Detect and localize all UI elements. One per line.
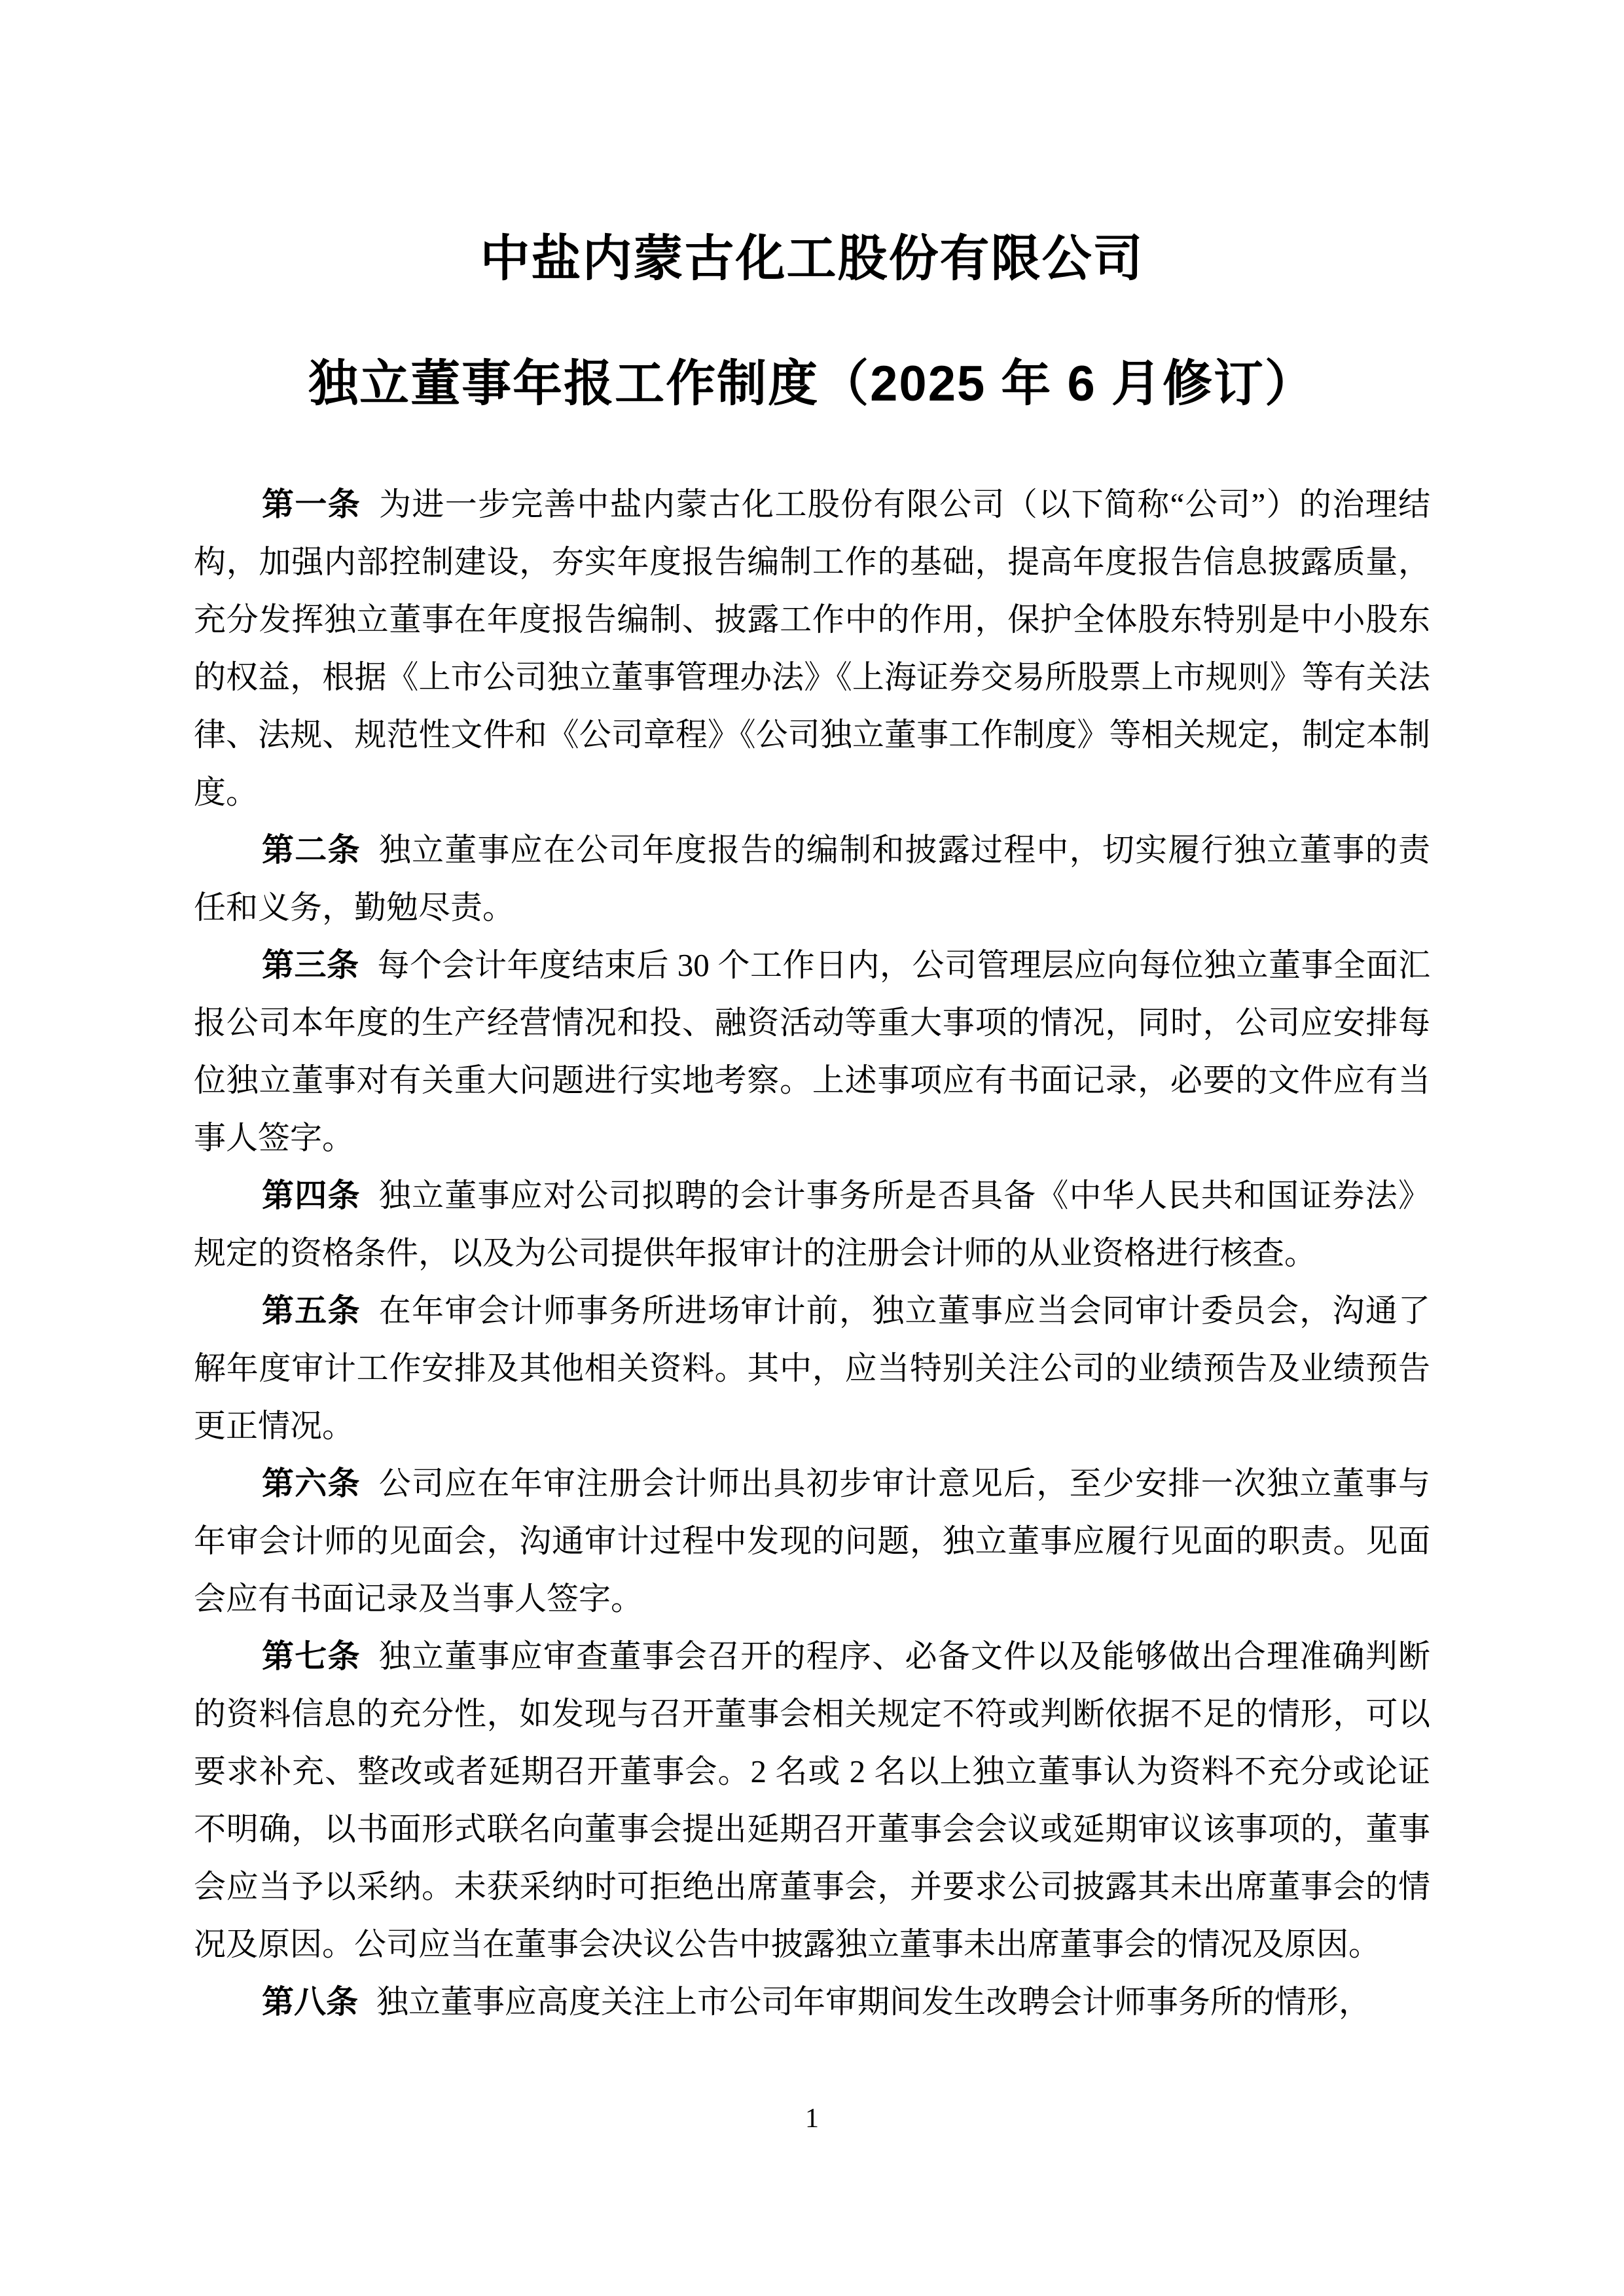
article-text: 独立董事应对公司拟聘的会计事务所是否具备《中华人民共和国证券法》规定的资格条件，以及为公司提供年报审计的注册会计师的从业资格进行核查。 <box>194 1177 1430 1271</box>
article-number: 第五条 <box>262 1293 361 1329</box>
document-title-block <box>194 0 1430 413</box>
document-title-line-2: 独立董事年报工作制度（2025 年 6 月修订） <box>308 356 1316 412</box>
page-number: 1 <box>805 2104 819 2134</box>
article-text: 每个会计年度结束后 30 个工作日内，公司管理层应向每位独立董事全面汇报公司本年度的生产经营情况和投、融资活动等重大事项的情况，同时，公司应安排每位独立董事对有关重大问题进行实地考察。上述事项应有书面记录，必要的文件应有当事人签字。 <box>194 946 1430 1156</box>
article-number: 第二条 <box>262 832 361 868</box>
article-text: 为进一步完善中盐内蒙古化工股份有限公司（以下简称“公司”）的治理结构，加强内部控制建设，夯实年度报告编制工作的基础，提高年度报告信息披露质量，充分发挥独立董事在年度报告编制、披露工作中的作用，保护全体股东特别是中小股东的权益，根据《上市公司独立董事管理办法》《上海证券交易所股票上市规则》等有关法律、法规、规范性文件和《公司章程》《公司独立董事工作制度》等相关规定，制定本制度。 <box>194 486 1430 810</box>
paragraph-article-6 <box>194 1455 1430 1628</box>
paragraph-article-2 <box>194 821 1430 937</box>
article-text: 独立董事应在公司年度报告的编制和披露过程中，切实履行独立董事的责任和义务，勤勉尽责。 <box>194 831 1430 925</box>
article-text: 独立董事应审查董事会召开的程序、必备文件以及能够做出合理准确判断的资料信息的充分性，如发现与召开董事会相关规定不符或判断依据不足的情形，可以要求补充、整改或者延期召开董事会。2 名或 2 名以上独立董事认为资料不充分或论证不明确，以书面形式联名向董事会提出延期召开董事会会议或延期审议该事项的，董事会应当予以采纳。未获采纳时可拒绝出席董事会，并要求公司披露其未出席董事会的情况及原因。公司应当在董事会决议公告中披露独立董事未出席董事会的情况及原因。 <box>194 1638 1430 1962</box>
paragraph-article-4 <box>194 1167 1430 1282</box>
document-title-line-1: 中盐内蒙古化工股份有限公司 <box>480 231 1144 287</box>
article-number: 第一条 <box>262 486 361 522</box>
article-number: 第三条 <box>262 947 359 983</box>
article-number: 第四条 <box>262 1177 361 1213</box>
paragraph-article-3 <box>194 937 1430 1167</box>
paragraph-article-1 <box>194 476 1430 821</box>
document-body <box>194 476 1430 2031</box>
article-text: 独立董事应高度关注上市公司年审期间发生改聘会计师事务所的情形， <box>376 1983 1371 2020</box>
article-number: 第六条 <box>262 1465 361 1501</box>
paragraph-article-8 <box>194 1973 1430 2031</box>
article-number: 第七条 <box>262 1638 361 1674</box>
paragraph-article-5 <box>194 1282 1430 1455</box>
article-text: 公司应在年审注册会计师出具初步审计意见后，至少安排一次独立董事与年审会计师的见面会，沟通审计过程中发现的问题，独立董事应履行见面的职责。见面会应有书面记录及当事人签字。 <box>194 1465 1430 1617</box>
paragraph-article-7 <box>194 1628 1430 1973</box>
article-text: 在年审会计师事务所进场审计前，独立董事应当会同审计委员会，沟通了解年度审计工作安排及其他相关资料。其中，应当特别关注公司的业绩预告及业绩预告更正情况。 <box>194 1292 1430 1444</box>
article-number: 第八条 <box>262 1984 359 2020</box>
